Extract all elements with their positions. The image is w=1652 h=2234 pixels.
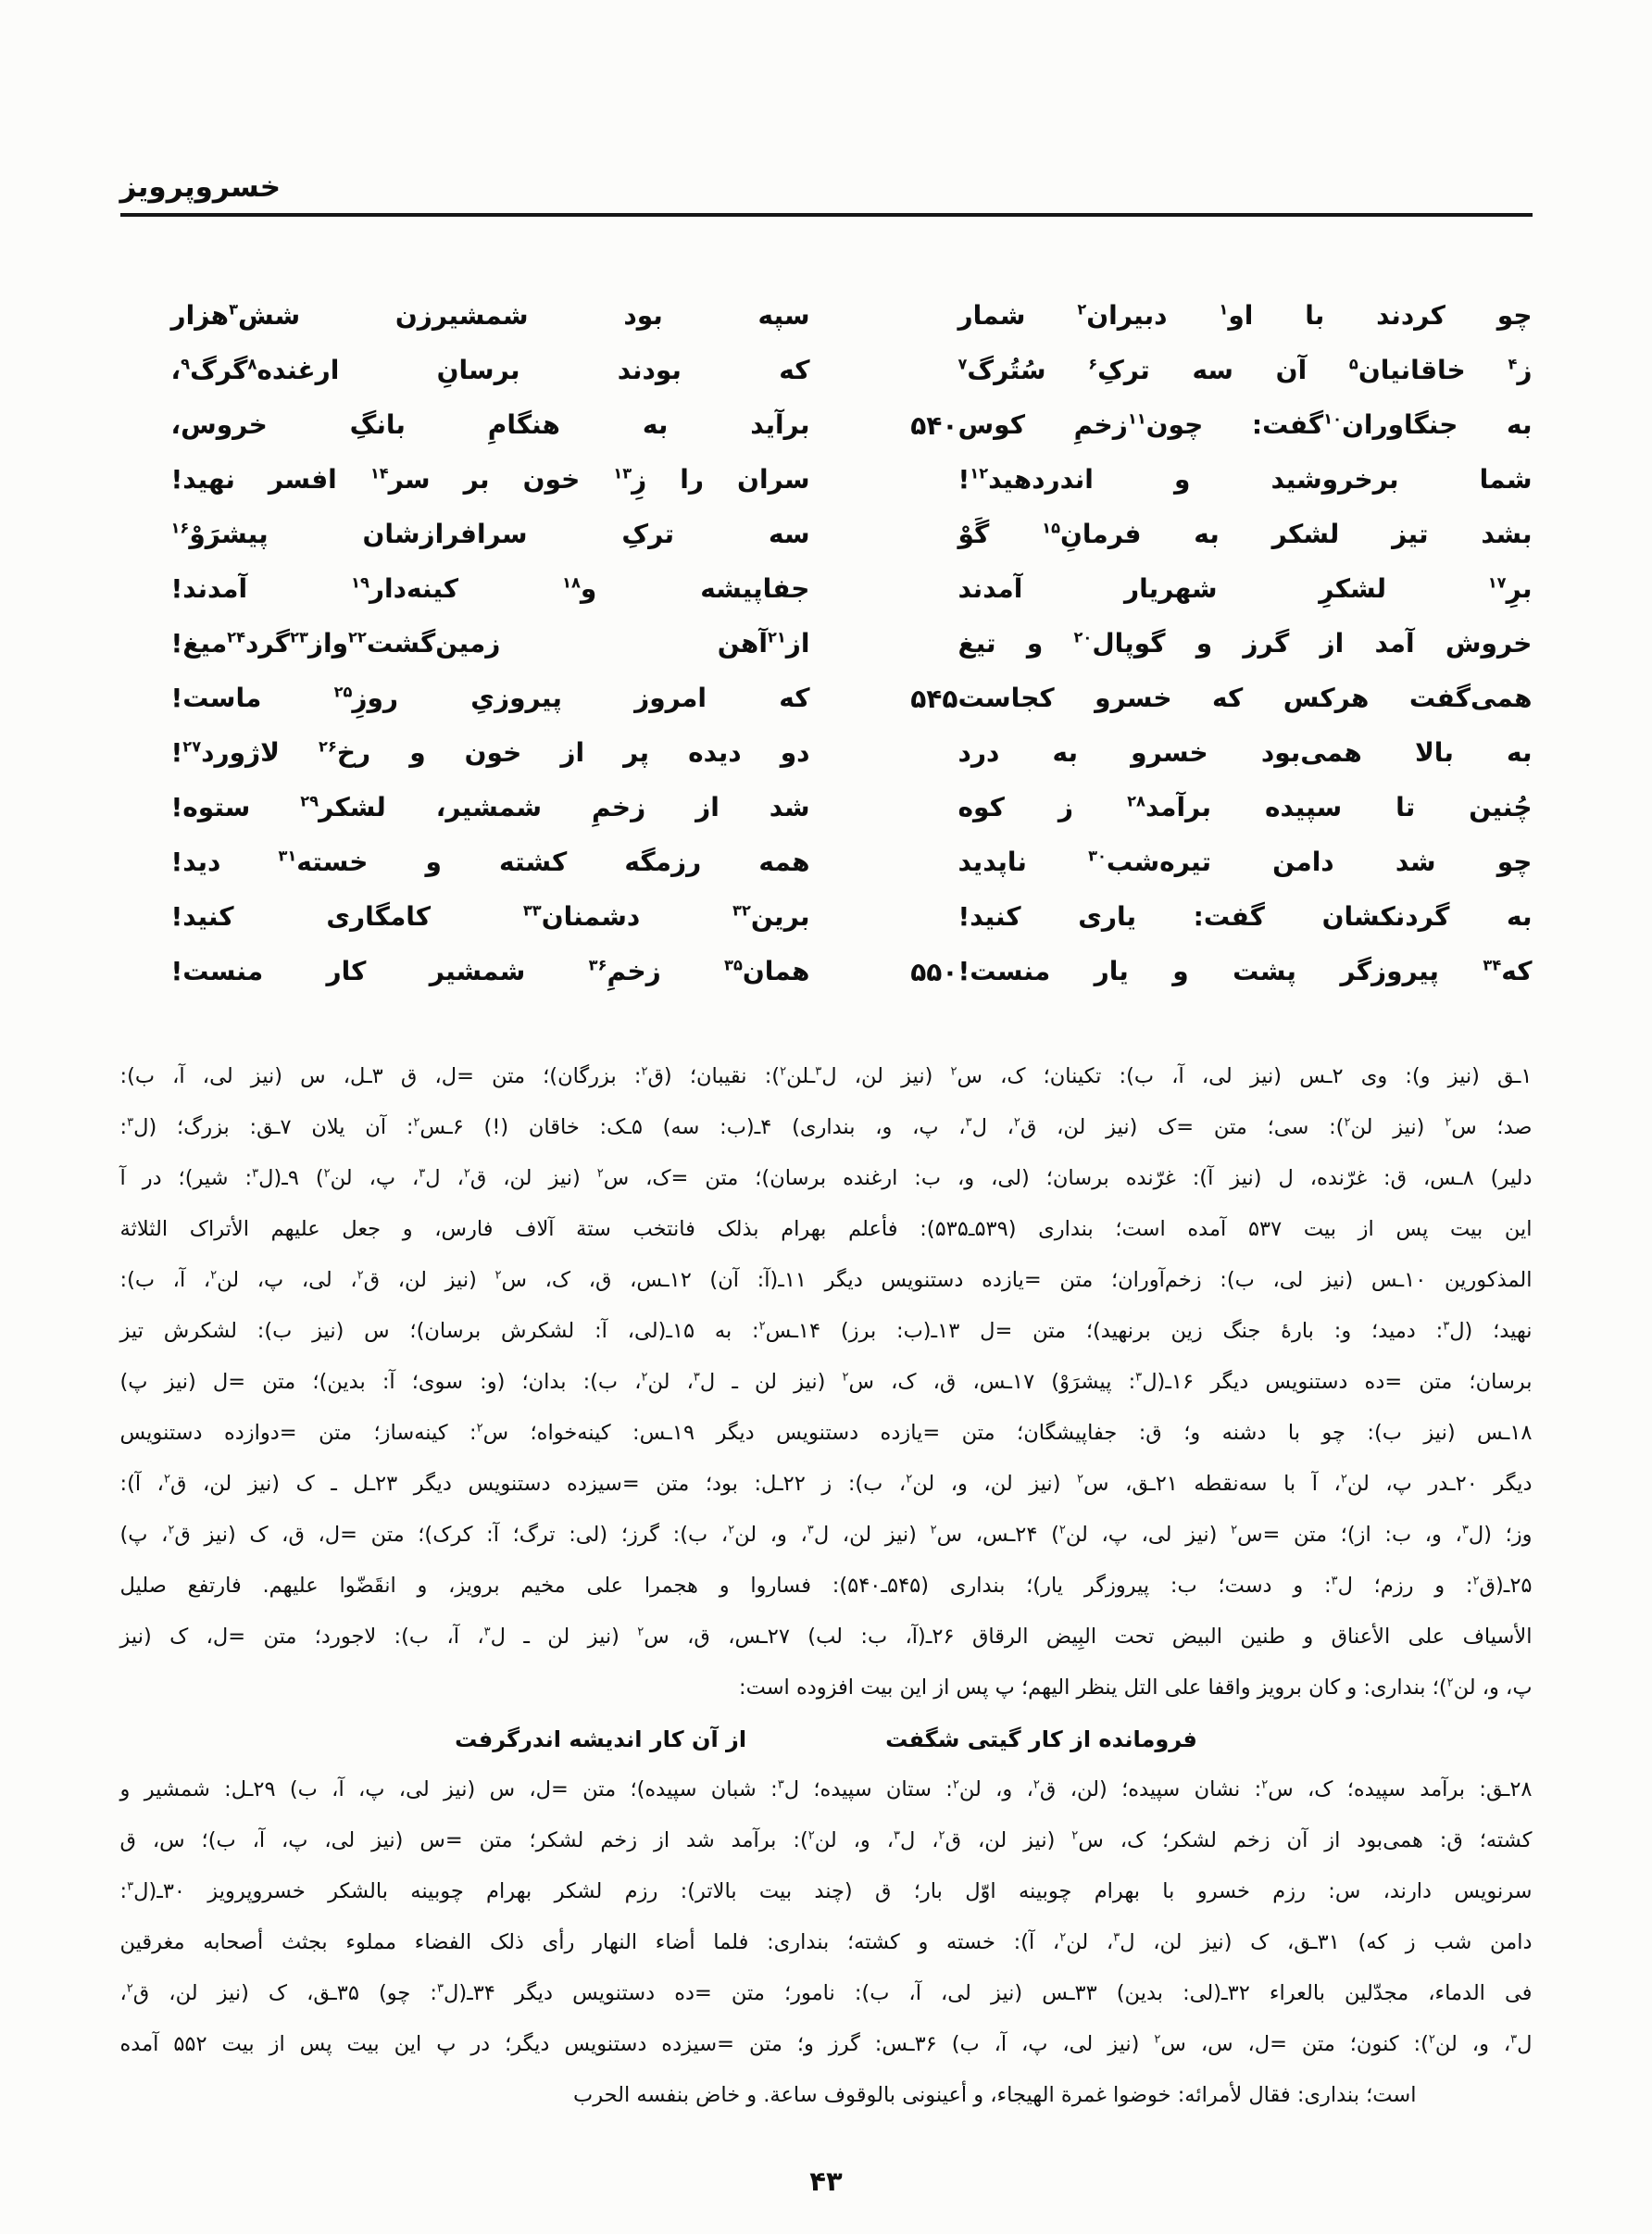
hemistich-right: همی‌گفت هرکس که خسرو کجاست [957, 683, 1533, 714]
footnote-line: دلیر) ۸ـس، ق: غرّنده، ل (نیز آ): غرّنده برسان؛ (لی، و، ب: ارغنده برسان)؛ متن =ک، س$^۲$ (نیز لن، ق$^۲$، ل$^۳$، پ، لن$^۲$) ۹ـ(ل$^۳$: شیر)؛ در آ [119, 1166, 1533, 1190]
hemistich-right: شما برخروشید و اندردهید$^{۱۲}$! [957, 464, 1533, 496]
hemistich-left: همه رزمگه کشته و خسته$^{۳۱}$ دید! [170, 847, 810, 878]
hemistich-right: بشد تیز لشکر به فرمانِ$^{۱۵}$ گَوْ [957, 519, 1533, 550]
footnote-line: ل$^۳$، و، لن$^۲$): کنون؛ متن =ل، س، س$^۲$ (نیز لی، پ، آ، ب) ۳۶ـس: گرز و؛ متن =سیزده دستنویس دیگر؛ در پ این بیت پس از بیت ۵۵۲ آمده [119, 2032, 1533, 2056]
hemistich-left: که امروز پیروزیِ روزِ$^{۲۵}$ ماست! [170, 683, 810, 714]
hemistich-right: به بالا همی‌بود خسرو به درد [957, 737, 1533, 769]
verse-row [120, 671, 1533, 726]
verse-row [120, 890, 1533, 945]
verse-row [120, 344, 1533, 398]
page-number: ۴۳ [809, 2165, 843, 2197]
verse-row [120, 726, 1533, 781]
footnote-line: صد؛ س$^۲$ (نیز لن$^۲$): سی؛ متن =ک (نیز لن، ق$^۲$، ل$^۳$، پ، و، بنداری) ۴ـ(ب: سه) ۵ـک: خاقان (!) ۶ـس$^۲$: آن یلان ۷ـق: بزرگ؛ (ل$^۳$: [119, 1115, 1533, 1139]
hemistich-right: ز$^۴$ خاقانیان$^۵$ آن سه ترکِ$^۶$ سُتُرگ$^۷$ [957, 355, 1533, 386]
footnote-line: سرنویس دارند، س: رزم خسرو با بهرام چوبینه اوّل بار؛ ق (چند بیت بالاتر): رزم لشکر بهرام چوبینه بالشکر خسروپرویز ۳۰ـ(ل$^۳$: [119, 1879, 1533, 1903]
verse-row [120, 453, 1533, 508]
footnote-line: این بیت پس از بیت ۵۳۷ آمده است؛ بنداری (۵۳۹ـ۵۳۵): فأعلم بهرام بذلک فانتخب ستة آلاف فارس، و جعل علیهم الأتراک الثلاثة [119, 1217, 1533, 1241]
inserted-verse [120, 1713, 1533, 1764]
hemistich-left: که بودند برسانِ ارغنده$^۸$گرگ$^۹$، [170, 355, 810, 386]
hemistich-right: برِ$^{۱۷}$ لشکرِ شهریار آمدند [957, 573, 1533, 605]
footnote-line: ۲۸ـق: برآمد سپیده؛ ک، س$^۲$: نشان سپیده؛ (لن، ق$^۲$، و، لن$^۲$: ستان سپیده؛ ل$^۳$: شبان سپیده)؛ متن =ل، س (نیز لی، پ، آ، ب) ۲۹ـل: شمشیر و [119, 1777, 1533, 1801]
hemistich-left: برین$^{۳۲}$ دشمنان$^{۳۳}$ کامگاری کنید! [170, 901, 810, 933]
page-header [120, 170, 1533, 217]
hemistich-right: چو شد دامن تیره‌شب$^{۳۰}$ ناپدید [957, 847, 1533, 878]
verse-number: ۵۵۰ [910, 957, 958, 987]
hemistich-left: از$^{۲۱}$آهن زمین‌گشت$^{۲۲}$واز$^{۲۳}$گرد$^{۲۴}$میغ! [170, 628, 810, 659]
inserted-verse-left: از آن کار اندیشه اندرگرفت [455, 1726, 747, 1752]
footnote-line: دامن شب ز که) ۳۱ـق، ک (نیز لن، ل$^۳$، لن$^۲$، آ): خسته و کشته؛ بنداری: فلما أضاء النهار رأی ذلک الفضاء مملوء بجثث أصحابه مغرقین [119, 1930, 1533, 1954]
header-rule [120, 213, 1533, 217]
hemistich-right: به جنگاوران$^{۱۰}$گفت: چون$^{۱۱}$زخمِ کوس [957, 409, 1533, 441]
verse-row [120, 835, 1533, 890]
hemistich-right: چُنین تا سپیده برآمد$^{۲۸}$ ز کوه [957, 792, 1533, 823]
hemistich-right: چو کردند با او$^۱$ دبیران$^۲$ شمار [957, 300, 1533, 332]
verse-row [120, 562, 1533, 617]
verse-row [120, 617, 1533, 671]
hemistich-left: شد از زخمِ شمشیر، لشکر$^{۲۹}$ ستوه! [170, 792, 810, 823]
poem-block [120, 289, 1533, 999]
inserted-verse-right: فرومانده از کار گیتی شگفت [885, 1726, 1197, 1752]
footnote-line: الأسیاف علی الأعناق و طنین البیض تحت البِیض الرقاق ۲۶ـ(آ، ب: لب) ۲۷ـس، ق، س$^۲$ (نیز لن ـ ل$^۳$، آ، ب): لاجورد؛ متن =ل، ک (نیز [119, 1625, 1533, 1649]
footnote-line: نهید؛ (ل$^۳$: دمید؛ و: بارۀ جنگ زین برنهید)؛ متن =ل ۱۳ـ(ب: برز) ۱۴ـس$^۲$: به ۱۵ـ(لی، آ: لشکرش برسان)؛ س (نیز ب): لشکرش تیز [119, 1319, 1533, 1343]
footnote-line: ۱ـق (نیز و): وی ۲ـس (نیز لی، آ، ب): تکینان؛ ک، س$^۲$ (نیز لن، ل$^۳$ـلن$^۲$): نقیبان؛ (ق$^۲$: بزرگان)؛ متن =ل، ق ۳ـل، س (نیز لی، آ، ب): [119, 1064, 1533, 1088]
verse-number: ۵۴۵ [910, 684, 958, 714]
footnote-line: است؛ بنداری: فقال لأمرائه: خوضوا غمرة الهیجاء، و أعینونی بالوقوف ساعة. و خاض بنفسه الحرب [573, 2083, 1417, 2107]
verse-row [120, 945, 1533, 999]
hemistich-right: خروش آمد از گرز و گوپال$^{۲۰}$ و تیغ [957, 628, 1533, 659]
hemistich-left: همان$^{۳۵}$ زخمِ$^{۳۶}$ شمشیر کار منست! [170, 956, 810, 987]
footnote-line: دیگر ۲۰ـدر پ، لن$^۲$، آ با سه‌نقطه ۲۱ـق، س$^۲$ (نیز لن، و، لن$^۲$، ب): ز ۲۲ـل: بود؛ متن =سیزده دستنویس دیگر ۲۳ـل ـ ک (نیز لن، ق$^۲$، آ): [119, 1472, 1533, 1496]
footnote-line: ۲۵ـ(ق$^۲$: و رزم؛ ل$^۳$: و دست؛ ب: پیروزگر یار)؛ بنداری (۵۴۵ـ۵۴۰): فساروا و هجمرا علی مخیم برویز، و انقَضّوا علیهم. فارتفع صلیل [119, 1574, 1533, 1598]
hemistich-left: جفاپیشه و$^{۱۸}$ کینه‌دار$^{۱۹}$ آمدند! [170, 573, 810, 605]
verse-number: ۵۴۰ [910, 410, 958, 441]
hemistich-right: به گردنکشان گفت: یاری کنید! [957, 901, 1533, 933]
hemistich-left: سه ترکِ سرافرازشان پیشرَوْ$^{۱۶}$ [170, 519, 810, 550]
verse-row [120, 781, 1533, 835]
footnote-line: المذکورین ۱۰ـس (نیز لی، ب): زخم‌آوران؛ متن =یازده دستنویس دیگر ۱۱ـ(آ: آن) ۱۲ـس، ق، ک، س$^۲$ (نیز لن، ق$^۲$، لی، پ، لن$^۲$، آ، ب): [119, 1268, 1533, 1292]
verse-row [120, 508, 1533, 562]
hemistich-left: دو دیده پر از خون و رخ$^{۲۶}$ لاژورد$^{۲۷}$! [170, 737, 810, 769]
footnote-line: کشته؛ ق: همی‌بود از آن زخم لشکر؛ ک، س$^۲$ (نیز لن، ق$^۲$، ل$^۳$، و، لن$^۲$): برآمد شد از زخم لشکر؛ متن =س (نیز لی، پ، آ، ب)؛ س، ق [119, 1828, 1533, 1852]
page [120, 170, 1533, 2197]
footnote-line: فی الدماء، مجدّلین بالعراء ۳۲ـ(لی: بدین) ۳۳ـس (نیز لی، آ، ب): نامور؛ متن =ده دستنویس دیگر ۳۴ـ(ل$^۳$: چو) ۳۵ـق، ک (نیز لن، ق$^۲$، [119, 1981, 1533, 2005]
critical-apparatus [120, 1051, 1533, 2121]
footnote-line: ۱۸ـس (نیز ب): چو با دشنه و؛ ق: جفاپیشگان؛ متن =یازده دستنویس دیگر ۱۹ـس: کینه‌خواه؛ س$^۲$: کینه‌ساز؛ متن =دوازده دستنویس [119, 1421, 1533, 1445]
footnote-line: پ، و، لن$^۲$)؛ بنداری: و کان برویز واقفا علی التل ینظر الیهم؛ پ پس از این بیت افزوده است: [739, 1676, 1533, 1700]
hemistich-left: برآید به هنگامِ بانگِ خروس، [170, 409, 810, 441]
chapter-title: خسروپرویز [119, 170, 282, 204]
hemistich-left: سپه بود شمشیرزن شش$^۳$هزار [170, 300, 810, 332]
verse-row [120, 398, 1533, 453]
hemistich-left: سران را زِ$^{۱۳}$ خون بر سر$^{۱۴}$ افسر نهید! [170, 464, 810, 496]
verse-row [120, 289, 1533, 344]
hemistich-right: که$^{۳۴}$ پیروزگر پشت و یار منست! [957, 956, 1533, 987]
footnote-line: وز؛ (ل$^۳$، و، ب: از)؛ متن =س$^۲$ (نیز لی، پ، لن$^۲$) ۲۴ـس، س$^۲$ (نیز لن، ل$^۳$، و، لن$^۲$، ب): گرز؛ (لی: ترگ؛ آ: کرک)؛ متن =ل، ق، ک (نیز ق$^۲$، پ) [119, 1523, 1533, 1547]
footnote-line: برسان؛ متن =ده دستنویس دیگر ۱۶ـ(ل$^۳$: پیشرَوْ) ۱۷ـس، ق، ک، س$^۲$ (نیز لن ـ ل$^۳$، لن$^۲$، ب): بدان؛ (و: سوی؛ آ: بدین)؛ متن =ل (نیز پ) [119, 1370, 1533, 1394]
